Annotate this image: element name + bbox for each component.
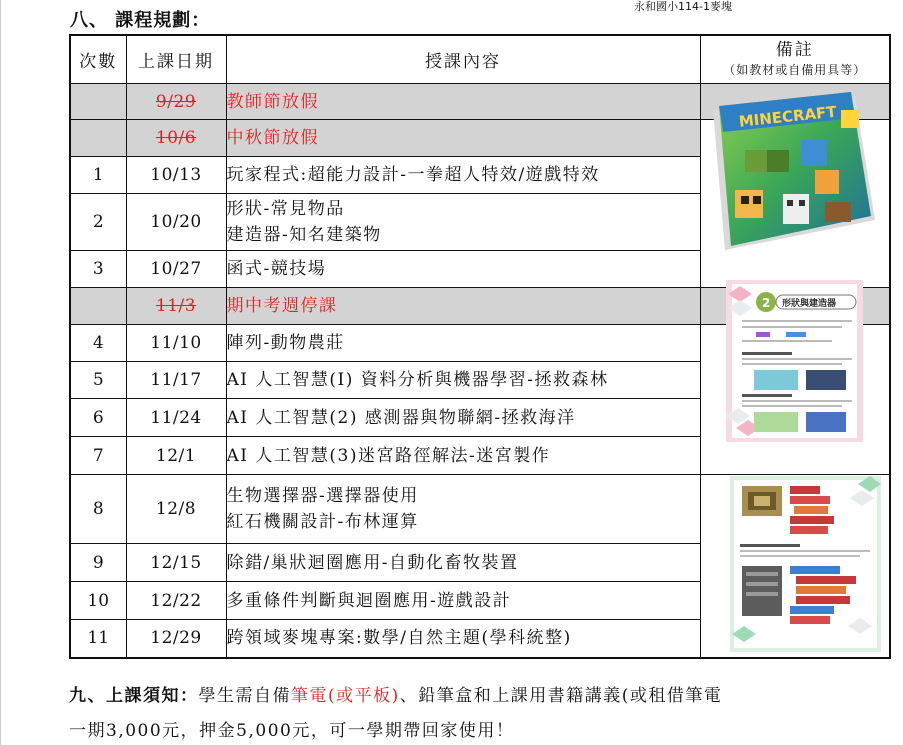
session-content xyxy=(226,362,700,399)
notice-part1: 學生需自備 xyxy=(198,686,291,706)
content-line: AI 人工智慧(3)迷宮路徑解法-迷宮製作 xyxy=(226,445,551,466)
notice-part2: 、鉛筆盒和上課用書籍講義(或租借筆電 xyxy=(399,686,723,706)
session-content xyxy=(226,582,700,620)
content-line: 玩家程式:超能力設計-一拳超人特效/遊戲特效 xyxy=(226,165,600,185)
book-cover-image xyxy=(705,90,883,258)
session-date: 9/29 xyxy=(126,84,226,120)
session-number: 7 xyxy=(70,437,126,475)
session-number: 4 xyxy=(70,325,126,362)
content-line: 生物選擇器-選擇器使用 xyxy=(226,486,419,506)
session-date: 12/22 xyxy=(126,582,226,620)
content-line: 跨領域麥塊專案:數學/自然主題(學科統整) xyxy=(226,628,572,649)
session-date: 11/24 xyxy=(126,399,226,437)
content-line: AI 人工智慧(2) 感測器與物聯網-拯救海洋 xyxy=(226,407,576,428)
session-date: 12/1 xyxy=(126,437,226,475)
content-line: 期中考週停課 xyxy=(226,296,338,316)
session-number: 6 xyxy=(70,399,126,437)
session-date: 12/8 xyxy=(126,475,226,544)
session-number: 2 xyxy=(70,194,126,251)
session-content xyxy=(226,251,700,288)
page1-number: 2 xyxy=(762,296,771,310)
page1-title: 形狀與建造器 xyxy=(782,299,837,309)
content-line: 教師節放假 xyxy=(226,91,319,112)
session-content xyxy=(226,399,700,437)
content-line: 多重條件判斷與迴圈應用-遊戲設計 xyxy=(226,590,512,611)
session-number xyxy=(70,84,126,120)
session-content xyxy=(226,84,700,120)
session-date: 11/17 xyxy=(126,362,226,399)
header-date: 上課日期 xyxy=(126,35,226,84)
content-line: 建造器-知名建築物 xyxy=(226,225,382,245)
session-content xyxy=(226,288,700,325)
content-line: 函式-競技場 xyxy=(226,259,327,279)
session-date: 12/29 xyxy=(126,620,226,658)
notice-line-1 xyxy=(69,681,722,706)
session-date: 10/13 xyxy=(126,157,226,194)
session-number xyxy=(70,120,126,157)
session-content xyxy=(226,544,700,582)
header-content: 授課內容 xyxy=(226,35,700,84)
session-number xyxy=(70,288,126,325)
school-note: 永和國小114-1麥塊 xyxy=(634,0,732,13)
session-content xyxy=(226,437,700,475)
session-number: 9 xyxy=(70,544,126,582)
table-header-row xyxy=(70,35,890,84)
textbook-page-shapes-image xyxy=(726,280,863,442)
session-content xyxy=(226,620,700,658)
textbook-page-maze-image xyxy=(730,476,881,652)
session-date: 12/15 xyxy=(126,544,226,582)
session-number: 3 xyxy=(70,251,126,288)
session-number: 10 xyxy=(70,582,126,620)
session-number: 11 xyxy=(70,620,126,658)
page-edge xyxy=(0,0,1,745)
session-date: 11/10 xyxy=(126,325,226,362)
content-line: 除錯/巢狀迴圈應用-自動化畜牧裝置 xyxy=(226,552,519,573)
notice-lead: 九、上課須知： xyxy=(69,686,199,706)
header-note-sub: （如教材或自備用具等） xyxy=(723,62,867,77)
content-line: 中秋節放假 xyxy=(226,128,319,148)
session-content xyxy=(226,475,700,544)
notice-line-2: 一期3,000元，押金5,000元，可一學期帶回家使用！ xyxy=(69,721,515,741)
session-number: 1 xyxy=(70,157,126,194)
session-date: 10/20 xyxy=(126,194,226,251)
book-cover-title: MINECRAFT xyxy=(737,102,838,131)
session-content xyxy=(226,194,700,251)
session-content xyxy=(226,157,700,194)
header-note-title: 備註 xyxy=(775,39,814,60)
content-line: AI 人工智慧(I) 資料分析與機器學習-拯救森林 xyxy=(226,370,609,390)
session-date: 11/3 xyxy=(126,288,226,325)
session-date: 10/6 xyxy=(126,120,226,157)
session-content xyxy=(226,325,700,362)
header-num: 次數 xyxy=(70,35,126,84)
content-line: 陣列-動物農莊 xyxy=(226,333,345,353)
notice-red-laptop: 筆電(或平板) xyxy=(291,686,400,706)
content-line: 紅石機關設計-布林運算 xyxy=(226,512,419,532)
content-line: 形狀-常見物品 xyxy=(226,199,345,219)
session-number: 5 xyxy=(70,362,126,399)
session-date: 10/27 xyxy=(126,251,226,288)
header-note xyxy=(700,35,890,84)
section-title: 八、 課程規劃： xyxy=(70,10,211,31)
session-content xyxy=(226,120,700,157)
session-number: 8 xyxy=(70,475,126,544)
